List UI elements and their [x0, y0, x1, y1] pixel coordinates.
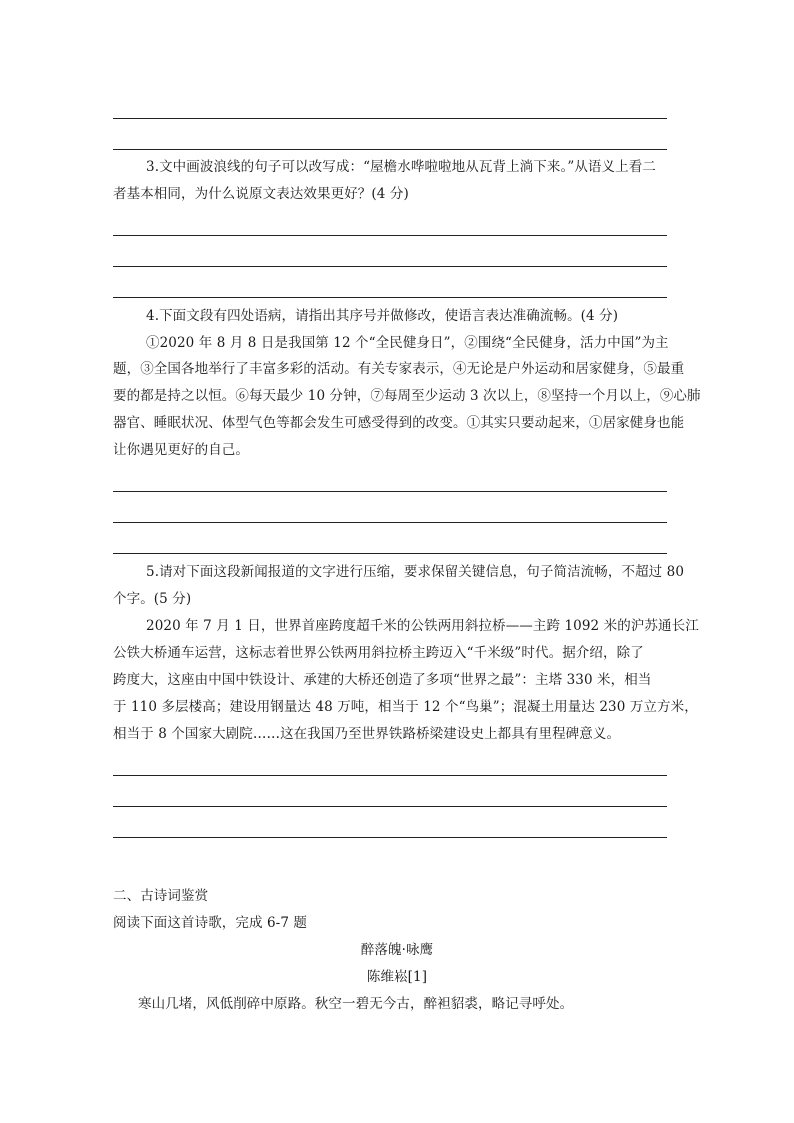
question-4-passage-line-4: 器官、睡眠状况、体型气色等都会发生可感受得到的改变。①其实只要动起来，①居家健身也能: [113, 415, 685, 431]
answer-line[interactable]: [113, 522, 667, 523]
question-5-prompt-line-1: 5.请对下面这段新闻报道的文字进行压缩，要求保留关键信息，句子简洁流畅，不超过 80: [146, 564, 685, 580]
answer-line[interactable]: [113, 837, 667, 838]
section-instruction: 阅读下面这首诗歌，完成 6-7 题: [113, 915, 308, 931]
answer-line[interactable]: [113, 491, 667, 492]
question-4-passage-line-2: 题，③全国各地举行了丰富多彩的活动。有关专家表示，④无论是户外运动和居家健身，⑤最重: [113, 361, 685, 377]
answer-line[interactable]: [113, 775, 667, 776]
answer-line[interactable]: [113, 297, 667, 298]
poem-title: 醉落魄·咏鹰: [360, 942, 434, 958]
question-3-line-1: 3.文中画波浪线的句子可以改写成：“屋檐水哗啦啦地从瓦背上淌下来。”从语义上看二: [146, 159, 656, 175]
answer-line[interactable]: [113, 553, 667, 554]
answer-line[interactable]: [113, 266, 667, 267]
question-4-prompt: 4.下面文段有四处语病，请指出其序号并做修改，使语言表达准确流畅。(4 分): [146, 308, 619, 324]
poem-line-1: 寒山几堵，风低削碎中原路。秋空一碧无今古，醉袒貂裘，略记寻呼处。: [138, 996, 574, 1012]
question-5-passage-line-1: 2020 年 7 月 1 日，世界首座跨度超千米的公铁两用斜拉桥——主跨 1092 米的沪苏通长江: [146, 618, 699, 634]
question-5-passage-line-4: 于 110 多层楼高；建设用钢量达 48 万吨，相当于 12 个“鸟巢”；混凝土用量达 230 万立方米，: [113, 699, 698, 715]
question-4-passage-line-1: ①2020 年 8 月 8 日是我国第 12 个“全民健身日”，②围绕“全民健身，活力中国”为主: [146, 335, 669, 351]
question-5-passage-line-5: 相当于 8 个国家大剧院……这在我国乃至世界铁路桥梁建设史上都具有里程碑意义。: [113, 726, 621, 742]
section-heading: 二、古诗词鉴赏: [113, 888, 209, 904]
question-4-passage-line-5: 让你遇见更好的自己。: [113, 442, 249, 458]
question-5-prompt-line-2: 个字。(5 分): [113, 591, 192, 607]
poem-author: 陈维崧[1]: [366, 969, 428, 985]
answer-line[interactable]: [113, 806, 667, 807]
question-5-passage-line-2: 公铁大桥通车运营，这标志着世界公铁两用斜拉桥主跨迈入“千米级”时代。据介绍，除了: [113, 645, 644, 661]
question-4-passage-line-3: 要的都是持之以恒。⑥每天最少 10 分钟，⑦每周至少运动 3 次以上，⑧坚持一个月以上，⑨心肺: [113, 388, 701, 404]
answer-line[interactable]: [113, 235, 667, 236]
answer-line[interactable]: [113, 149, 667, 150]
answer-line[interactable]: [113, 118, 667, 119]
question-5-passage-line-3: 跨度大，这座由中国中铁设计、承建的大桥还创造了多项“世界之最”：主塔 330 米，相当: [113, 672, 652, 688]
question-3-line-2: 者基本相同，为什么说原文表达效果更好？(4 分): [113, 186, 409, 202]
